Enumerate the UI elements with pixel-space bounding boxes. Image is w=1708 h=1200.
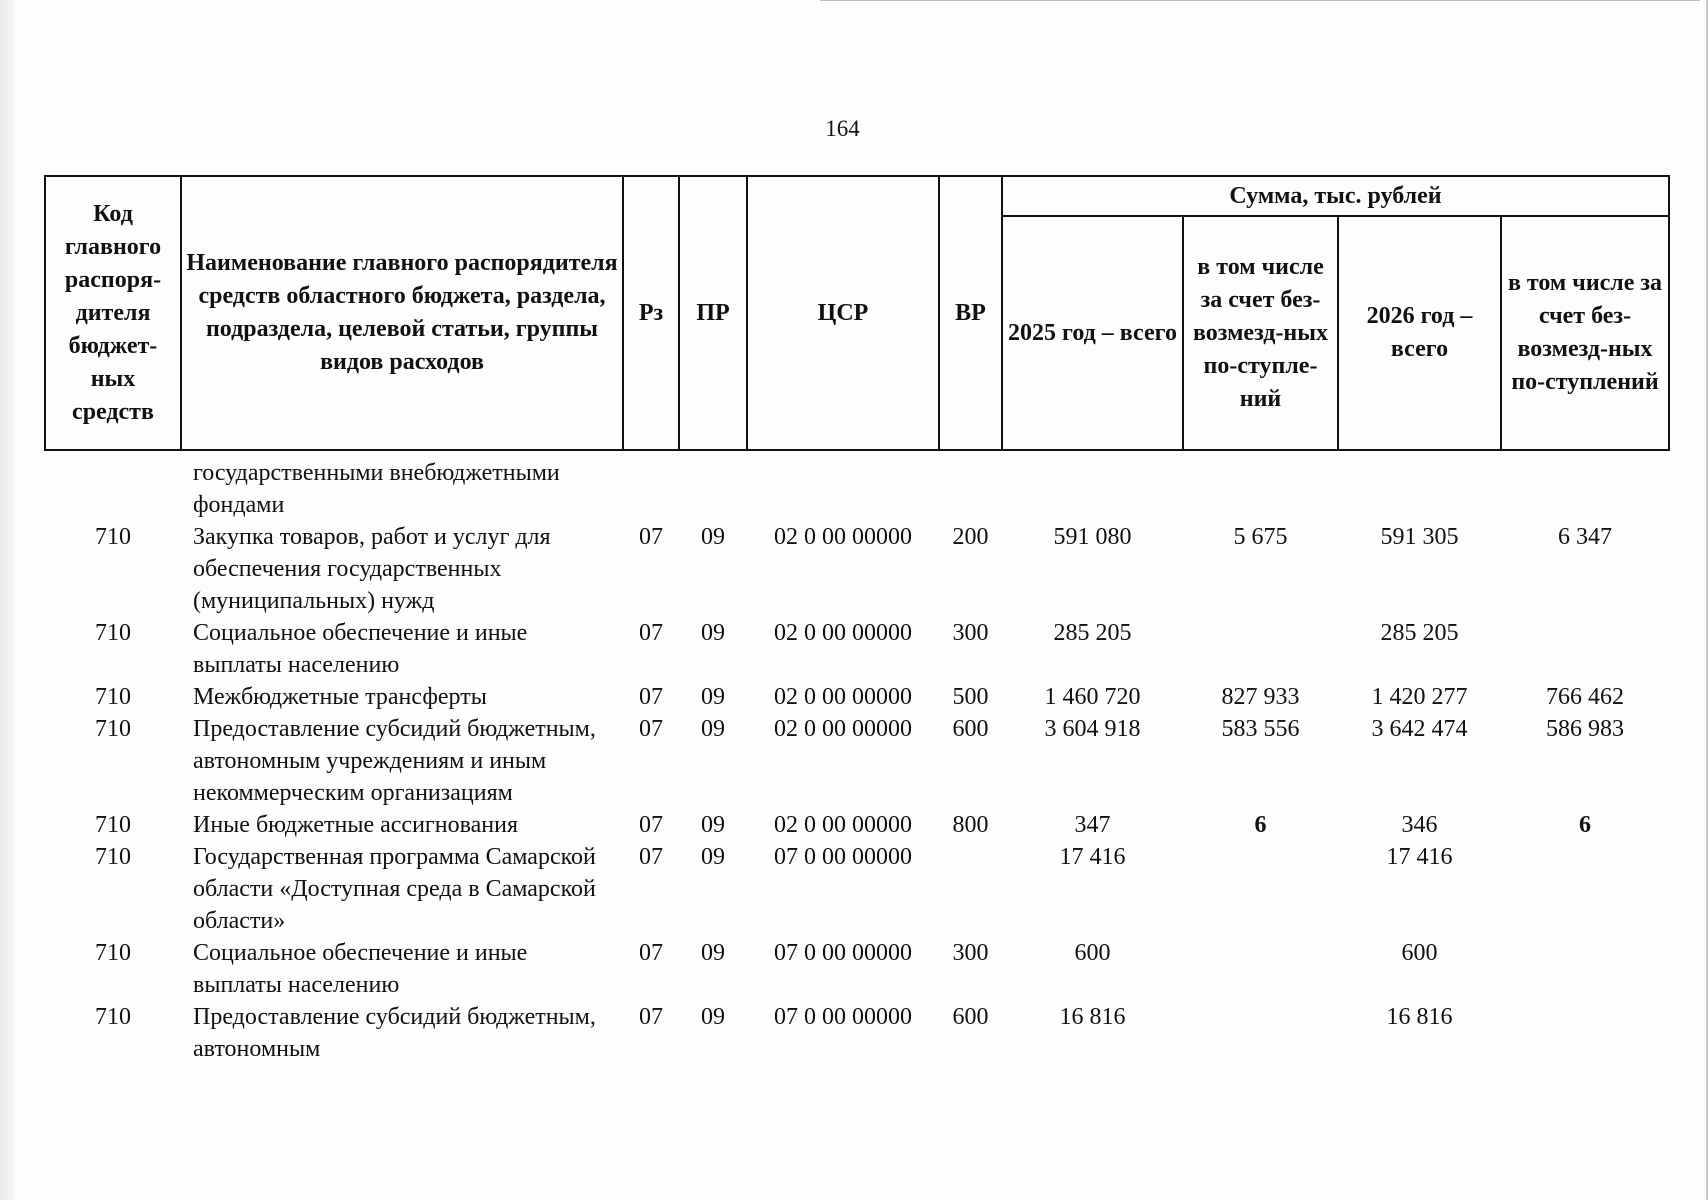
cell-2026-free: [1501, 617, 1669, 681]
table-row: [45, 713, 1669, 809]
cell-pr: 09: [701, 620, 725, 646]
cell-2025-free: 827 933: [1221, 684, 1300, 710]
cell-2026-total: 591 305: [1380, 524, 1459, 550]
cell-csr: 02 0 00 00000: [774, 620, 912, 646]
header-vr: ВР: [939, 176, 1002, 450]
cell-2025-total: [1002, 450, 1183, 521]
cell-2025-free: [1183, 937, 1338, 1001]
cell-rz: 07: [639, 940, 663, 966]
header-2025-total: 2025 год – всего: [1002, 216, 1183, 450]
cell-2025-total: 1 460 720: [1044, 684, 1141, 710]
table-row: [45, 681, 1669, 713]
cell-csr: 02 0 00 00000: [774, 716, 912, 742]
cell-2026-total: 346: [1401, 812, 1438, 838]
cell-csr: 02 0 00 00000: [774, 812, 912, 838]
cell-2025-total: 285 205: [1053, 620, 1132, 646]
table-row: [45, 937, 1669, 1001]
cell-code: 710: [95, 812, 131, 838]
budget-table: [44, 175, 1670, 1065]
cell-2026-total: 16 816: [1386, 1004, 1453, 1030]
cell-csr: 02 0 00 00000: [774, 524, 912, 550]
cell-2025-free: 6: [1254, 812, 1267, 838]
cell-vr: 800: [952, 812, 989, 838]
cell-pr: 09: [701, 684, 725, 710]
cell-code: 710: [95, 1004, 131, 1030]
cell-vr: 300: [952, 940, 989, 966]
cell-pr: 09: [701, 844, 725, 870]
table-row: [45, 809, 1669, 841]
table-row: [45, 450, 1669, 521]
cell-2025-free: 583 556: [1221, 716, 1300, 742]
cell-2025-total: 16 816: [1059, 1004, 1126, 1030]
cell-2026-total: 17 416: [1386, 844, 1453, 870]
cell-name: Предоставление субсидий бюджетным, автономным: [193, 1004, 596, 1062]
cell-vr: 600: [952, 716, 989, 742]
cell-name: Социальное обеспечение и иные выплаты населению: [193, 940, 528, 998]
cell-pr: 09: [701, 940, 725, 966]
cell-csr: [747, 450, 939, 521]
cell-pr: 09: [701, 716, 725, 742]
cell-2026-total: [1338, 450, 1501, 521]
cell-code: 710: [95, 620, 131, 646]
cell-code: 710: [95, 716, 131, 742]
cell-code: [45, 450, 181, 521]
header-2026-free: в том числе за счет без-возмезд-ных по-ступлений: [1501, 216, 1669, 450]
cell-2025-free: [1183, 841, 1338, 937]
cell-rz: 07: [639, 684, 663, 710]
cell-2025-free: [1183, 617, 1338, 681]
table-row: [45, 521, 1669, 617]
cell-2026-free: 766 462: [1546, 684, 1624, 710]
cell-2025-total: 600: [1074, 940, 1111, 966]
cell-2026-free: [1501, 450, 1669, 521]
cell-name: Межбюджетные трансферты: [193, 684, 487, 710]
cell-name: Закупка товаров, работ и услуг для обеспечения государственных (муниципальных) нужд: [193, 524, 551, 614]
header-pr: ПР: [679, 176, 747, 450]
cell-pr: [679, 450, 747, 521]
cell-vr: [939, 450, 1002, 521]
table-row: [45, 617, 1669, 681]
header-sum-group: Сумма, тыс. рублей: [1002, 176, 1669, 216]
cell-vr: 300: [952, 620, 989, 646]
cell-rz: 07: [639, 716, 663, 742]
header-rz: Рз: [623, 176, 679, 450]
cell-2026-free: [1501, 1001, 1669, 1065]
page-number: 164: [825, 116, 860, 141]
cell-vr: 500: [952, 684, 989, 710]
cell-name: Иные бюджетные ассигнования: [193, 812, 518, 838]
header-2025-free: в том числе за счет без-возмезд-ных по-ступле-ний: [1183, 216, 1338, 450]
cell-rz: 07: [639, 812, 663, 838]
cell-2026-total: 600: [1401, 940, 1438, 966]
cell-vr: 600: [952, 1004, 989, 1030]
cell-csr: 07 0 00 00000: [774, 1004, 912, 1030]
cell-name: государственными внебюджетными фондами: [193, 460, 560, 518]
cell-vr: 200: [952, 524, 989, 550]
cell-2026-free: [1501, 937, 1669, 1001]
cell-2025-free: [1183, 450, 1338, 521]
cell-csr: 07 0 00 00000: [774, 844, 912, 870]
cell-pr: 09: [701, 812, 725, 838]
cell-2026-free: [1501, 841, 1669, 937]
cell-rz: 07: [639, 620, 663, 646]
cell-rz: 07: [639, 844, 663, 870]
cell-rz: [623, 450, 679, 521]
cell-code: 710: [95, 684, 131, 710]
table-row: [45, 841, 1669, 937]
table-header: [45, 176, 1669, 450]
cell-2026-free: 586 983: [1546, 716, 1624, 742]
cell-pr: 09: [701, 524, 725, 550]
cell-2025-free: 5 675: [1233, 524, 1288, 550]
table-row: [45, 1001, 1669, 1065]
cell-2026-total: 1 420 277: [1371, 684, 1468, 710]
cell-code: 710: [95, 844, 131, 870]
cell-csr: 07 0 00 00000: [774, 940, 912, 966]
cell-vr: [939, 841, 1002, 937]
header-code: Код главного распоря-дителя бюджет-ных средств: [45, 176, 181, 450]
scan-top-edge: [820, 0, 1700, 1]
header-csr: ЦСР: [747, 176, 939, 450]
cell-2025-total: 591 080: [1053, 524, 1132, 550]
cell-2025-total: 17 416: [1059, 844, 1126, 870]
header-2026-total: 2026 год – всего: [1338, 216, 1501, 450]
table-body: [45, 450, 1669, 1065]
cell-name: Социальное обеспечение и иные выплаты населению: [193, 620, 528, 678]
cell-name: Государственная программа Самарской области «Доступная среда в Самарской области»: [193, 844, 596, 934]
cell-pr: 09: [701, 1004, 725, 1030]
cell-2026-total: 285 205: [1380, 620, 1459, 646]
cell-rz: 07: [639, 524, 663, 550]
cell-2025-total: 3 604 918: [1044, 716, 1141, 742]
cell-rz: 07: [639, 1004, 663, 1030]
cell-code: 710: [95, 524, 131, 550]
cell-2025-total: 347: [1074, 812, 1111, 838]
cell-csr: 02 0 00 00000: [774, 684, 912, 710]
cell-2026-free: 6: [1579, 812, 1591, 838]
scan-left-shadow: [0, 0, 14, 1200]
cell-2026-free: 6 347: [1558, 524, 1612, 550]
cell-2025-free: [1183, 1001, 1338, 1065]
header-name: Наименование главного распорядителя средств областного бюджета, раздела, подраздела, целевой статьи, группы видов расходов: [181, 176, 623, 450]
cell-code: 710: [95, 940, 131, 966]
cell-name: Предоставление субсидий бюджетным, автономным учреждениям и иным некоммерческим организациям: [193, 716, 596, 806]
cell-2026-total: 3 642 474: [1371, 716, 1468, 742]
